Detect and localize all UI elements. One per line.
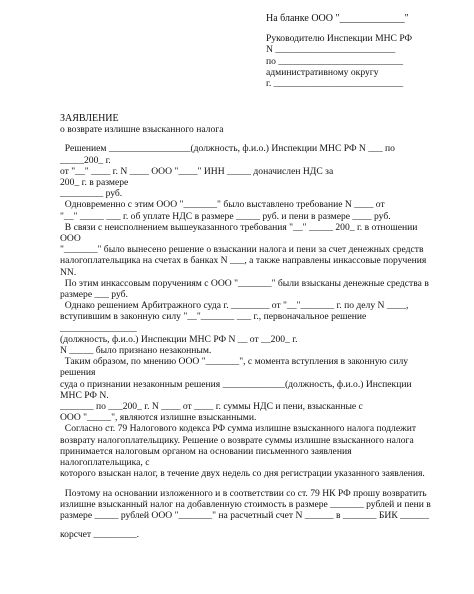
document-title: ЗАЯВЛЕНИЕ xyxy=(60,113,119,124)
text-line: решения xyxy=(60,367,96,379)
paragraph-conclusion xyxy=(60,356,462,423)
text-line: _____200_ г. xyxy=(60,154,111,166)
text-line: N _____ было признано незаконным. xyxy=(60,345,212,357)
text-line: По этим инкассовым поручениям с ООО "_______" были взысканы денежные средства в xyxy=(60,277,429,289)
text-line: корсчет _________. xyxy=(60,529,140,541)
text-line: налогоплательщика, с xyxy=(60,457,150,469)
addressee-line: N _________________________ xyxy=(266,44,396,56)
text-line: налогоплательщика на счетах в банках N ___, а также направлены инкассовые поручения xyxy=(60,255,427,267)
addressee-block xyxy=(266,13,466,89)
text-line: ________________ xyxy=(60,322,137,334)
text-line: Решением _________________(должность, ф.и.о.) Инспекции МНС РФ N ___ по xyxy=(60,143,395,155)
paragraph-decision xyxy=(60,143,462,199)
text-line: от "__" ____ г. N ____ ООО "____" ИНН _____ доначислен НДС за xyxy=(60,165,334,177)
text-line: Однако решением Арбитражного суда г. ________ от "__"_______ г. по делу N ____, xyxy=(60,300,409,312)
text-line: ООО xyxy=(60,233,81,245)
text-line: принимается налоговым органом на основании письменного заявления xyxy=(60,445,352,457)
addressee-line: Руководителю Инспекции МНС РФ xyxy=(266,33,413,45)
text-line: _________ руб. xyxy=(60,188,123,200)
addressee-line: административному округу xyxy=(266,66,379,78)
text-line: МНС РФ N. xyxy=(60,389,109,401)
text-line: излишне взысканный налог на добавленную стоимость в размере _______ рублей и пени в xyxy=(60,498,431,510)
paragraph-requirement xyxy=(60,199,462,277)
text-line: 200_ г. в размере xyxy=(60,177,129,189)
addressee-line: по __________________________ xyxy=(266,55,404,67)
text-line: _______ по ___200_ г. N ____ от ____ г. суммы НДС и пени, взысканные с xyxy=(60,401,363,413)
text-line: В связи с неисполнением вышеуказанного требования "__" _____ 200_ г. в отношении xyxy=(60,221,418,233)
text-line: возврату налогоплательщику. Решение о возврате суммы излишне взысканного налога xyxy=(60,434,414,446)
addressee-line: г. ___________________________ xyxy=(266,78,404,90)
paragraph-request xyxy=(60,488,462,541)
document-body xyxy=(60,113,462,540)
letterhead-line: На бланке ООО "_____________" xyxy=(266,13,409,24)
text-line: NN. xyxy=(60,266,77,278)
text-line: "_______" было вынесено решение о взыскании налога и пени за счет денежных средств xyxy=(60,244,424,256)
text-line: ООО "_____", являются излишне взысканными. xyxy=(60,412,257,424)
text-line: Таким образом, по мнению ООО "_______", с момента вступления в законную силу xyxy=(60,356,409,368)
paragraph-legal-basis xyxy=(60,423,462,479)
text-line: которого взыскан налог, в течение двух недель со дня регистрации указанного заявления. xyxy=(60,468,425,480)
text-line: (должность, ф.и.о.) Инспекции МНС РФ N __ от __200_ г. xyxy=(60,333,298,345)
text-line: размере _____ рублей ООО "_______" на расчетный счет N ______ в _______ БИК ______ xyxy=(60,509,429,521)
paragraph-court xyxy=(60,300,462,356)
text-line: "__" _____ ___ г. об уплате НДС в размере _____ руб. и пени в размере ____ руб. xyxy=(60,210,391,222)
paragraph-collection xyxy=(60,278,462,300)
text-line: Одновременно с этим ООО "_______" было выставлено требование N ____ от xyxy=(60,199,385,211)
text-line: Поэтому на основании изложенного и в соответствии со ст. 79 НК РФ прошу возвратить xyxy=(60,487,427,499)
text-line: суда о признании незаконным решения _____________(должность, ф.и.о.) Инспекции xyxy=(60,378,412,390)
text-line: вступившим в законную силу "__"_______ ___ г., первоначальное решение xyxy=(60,311,367,323)
text-line: размере ___ руб. xyxy=(60,289,128,301)
document-subtitle: о возврате излишне взысканного налога xyxy=(60,124,224,136)
text-line: Согласно ст. 79 Налогового кодекса РФ сумма излишне взысканного налога подлежит xyxy=(60,423,417,435)
